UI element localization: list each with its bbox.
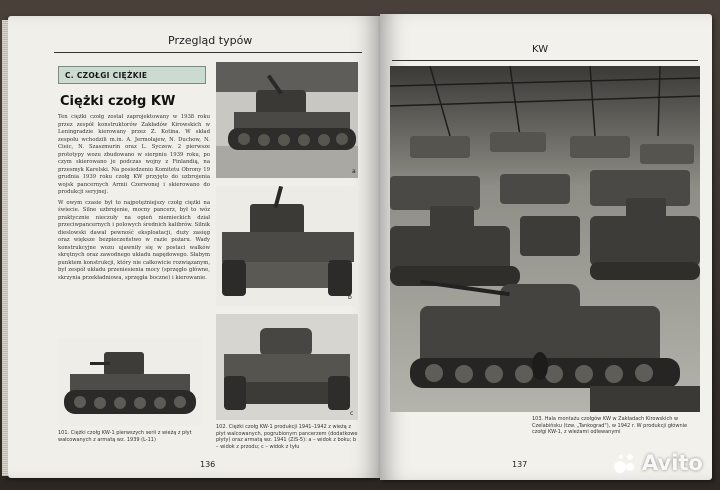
tank-photo-a bbox=[216, 62, 358, 178]
open-book bbox=[2, 8, 718, 488]
avito-brand-text: Avito bbox=[642, 451, 703, 475]
body-text bbox=[58, 114, 210, 326]
right-page-number: 137 bbox=[512, 460, 528, 469]
avito-logo-icon bbox=[612, 450, 638, 476]
chapter-title: Ciężki czołg KW bbox=[60, 94, 176, 109]
caption-fig-103: 103. Hala montażu czołgów KW w Zakładach Kirowskich w Czelabińsku (tzw. „Tankograd"), w 1942 r. W produkcji głównie czołgi KW-1, z wieżami odlewanymi bbox=[532, 416, 688, 436]
header-rule-right bbox=[392, 60, 698, 61]
body-paragraph-2: W owym czasie był to najpotężniejszy czołg ciężki na świecie. Silne uzbrojenie, mocny pancerz, był to wóz praktycznie nieczuły na ogień niemieckich dział przeciwpancernych i polowych średnich kalibrów. Silnik dieslowski dawał pewność eksploatacji, duży zasięg oraz większe bezpieczeństwo w razie pożaru. Wady konstrukcyjne wozu ujawniły się w postaci walków skrętnych oraz zawodnego układu napędowego. Słabym punktem konstrukcji, który nie całkowicie rozwiązanym, był zespół układu przeniesienia mocy (sprzęgło główne, skrzynia przekładniowa, sprzęgła boczne) i kierowanie. bbox=[58, 199, 210, 281]
caption-fig-102: 102. Ciężki czołg KW-1 produkcji 1941–1942 z wieżą z płyt walcowanych, pogrubionym pancerzem (dodatkowe płyty) oraz armatą wz. 1941 (ZiS-5): a – widok z boku; b – widok z przodu; c – widok z tyłu bbox=[216, 424, 358, 450]
left-page bbox=[8, 16, 380, 478]
section-label: C. CZOŁGI CIĘŻKIE bbox=[58, 66, 206, 84]
tank-photo-c bbox=[216, 314, 358, 420]
right-page bbox=[380, 14, 712, 480]
tank-rear-photo-icon bbox=[216, 314, 358, 420]
tank-side-photo-icon bbox=[216, 62, 358, 178]
tank-photo-b bbox=[216, 186, 358, 306]
avito-watermark bbox=[612, 448, 703, 478]
header-rule bbox=[54, 52, 362, 53]
photo-letter-a: a bbox=[352, 168, 356, 175]
factory-hall-photo bbox=[390, 66, 700, 412]
left-page-number: 136 bbox=[200, 460, 216, 469]
photo-letter-b: b bbox=[348, 294, 352, 301]
right-running-head: KW bbox=[532, 44, 549, 55]
left-running-head: Przegląd typów bbox=[168, 34, 253, 47]
kw1-early-tank-photo-icon bbox=[58, 338, 202, 426]
caption-fig-101: 101. Ciężki czołg KW-1 pierwszych serii z wieżą z płyt walcowanych z armatą wz. 1939 (L-11) bbox=[58, 430, 192, 443]
tank-assembly-hall-photo-icon bbox=[390, 66, 700, 412]
tank-front-photo-icon bbox=[216, 186, 358, 306]
tank-photo-101 bbox=[58, 338, 202, 426]
photo-letter-c: c bbox=[350, 410, 354, 417]
body-paragraph-1: Ten ciężki czołg został zaprojektowany w 1938 roku przez zespół konstruktorów Zakładów Kirowskich w Leningradzie kierowany przez Z. Kotina. W skład zespołu wchodzili m.in. A. Jermołajew, N. Duchow, N. Cieic, N. Szaszmurin oraz L. Syczew. 2 pierwsze prototypy wozu zbudowano w sierpniu 1939 roku, po czym skierowano je podczas wojny z Finlandią, na przesmyk Karelski. Na posiedzeniu Komitetu Obrony 19 grudnia 1939 roku czołg KW przyjęto do uzbrojenia wojsk pancernych Armii Czerwonej i skierowano do produkcji seryjnej. bbox=[58, 114, 210, 195]
